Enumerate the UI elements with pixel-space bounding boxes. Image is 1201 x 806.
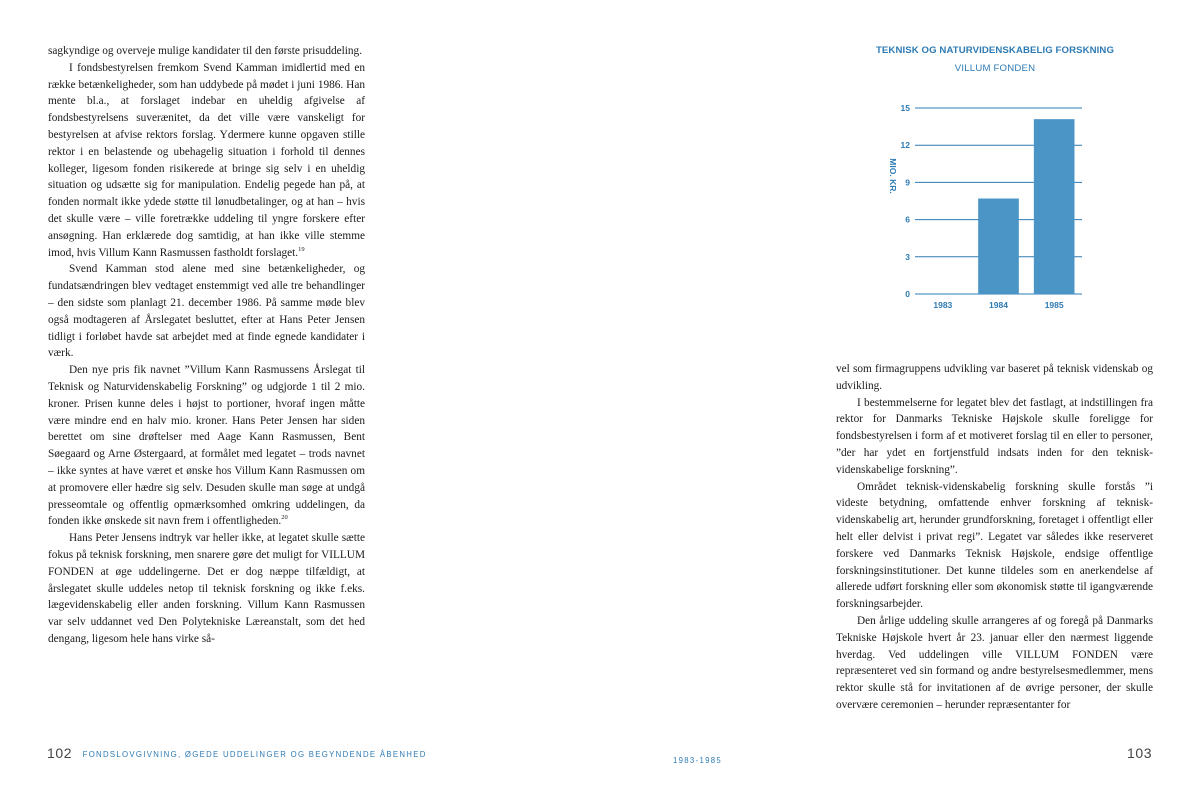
y-tick-label: 9 <box>905 177 910 188</box>
page-number-left: 102 <box>47 745 73 761</box>
running-title-right: 1983-1985 <box>673 756 722 765</box>
bar-1985 <box>1034 119 1075 294</box>
paragraph: sagkyndige og overveje mulige kandidater til den første prisuddeling. <box>48 45 363 57</box>
y-tick-label: 12 <box>900 140 910 151</box>
x-tick-label: 1985 <box>1044 300 1064 310</box>
y-tick-label: 15 <box>900 103 910 113</box>
left-page-body <box>48 43 365 648</box>
x-tick-label: 1983 <box>933 300 953 310</box>
paragraph: Hans Peter Jensens indtryk var heller ikke, at legatet skulle sætte fokus på teknisk forskning, men snarere gøre det muligt for VILLUM FONDEN at øge uddelingerne. Det er dog næppe tilfældigt, at årslegatet skulle uddeles netop til teknisk forskning og ikke f.eks. lægevidenskabelig eller anden forskning. Villum Kann Rasmussen var selv uddannet ved Den Polytekniske Læreanstalt, som det hed dengang, ligesom hele hans virke så- <box>48 532 365 645</box>
right-footer-page-number <box>1127 745 1152 763</box>
chart-title: TEKNISK OG NATURVIDENSKABELIG FORSKNING <box>875 45 1115 56</box>
paragraph-text: I fondsbestyrelsen fremkom Svend Kamman imidlertid med en række betænkeligheder, som han uddybede på mødet i juni 1986. Han mente bl.a., at forslaget indebar en uheldig afgivelse af fondsbestyrelsens suverænitet, da det ville være vanskeligt for bestyrelsen at afvise rektors forslag. Ydermere kunne opgaven stille rektor i en belastende og ubehagelig situation i forhold til dennes kolleger, ligesom fonden risikerede at bringe sig selv i en uheldig situation og udsætte sig for manipulation. Endelig pegede han på, at fonden normalt ikke ydede støtte til lønudbetalinger, og at han – hvis det skulle være – ville foretrække uddeling til yngre forskere efter ansøgning. Han erklærede dog samtidig, at han ikke ville stemme imod, hvis Villum Kann Rasmussen fastholdt forslaget. <box>48 61 365 259</box>
right-page-body <box>836 361 1153 714</box>
paragraph: I bestemmelserne for legatet blev det fastlagt, at indstillingen fra rektor for Danmarks Tekniske Højskole skulle foreligge for fondsbestyrelsen i form af et motiveret forslag til en eller to personer, ”der har ydet en fortjenstfuld indsats inden for den teknisk-videnskabelige forskning”. <box>836 396 1153 476</box>
page-number-right: 103 <box>1127 745 1153 761</box>
paragraph <box>48 362 365 530</box>
chart-subtitle: VILLUM FONDEN <box>954 63 1036 74</box>
paragraph <box>48 60 365 262</box>
paragraph-text: Den nye pris fik navnet ”Villum Kann Rasmussens Årslegat til Teknisk og Naturvidenskabelig Forskning” og udgjorde 1 til 2 mio. kroner. Prisen kunne deles i højst to portioner, hvoraf ingen måtte være mindre end en halv mio. kroner. Hans Peter Jensen har siden berettet om sine drøftelser med Aage Kann Rasmussen, Bent Søegaard og Arne Østergaard, at formålet med legatet – trods navnet – ikke syntes at have været et ønske hos Villum Kann Rasmussen om at promovere eller hædre sig selv. Desuden skulle man søge at undgå presseomtale og offentlig opmærksomhed omkring uddelingen, da fonden ikke ønskede sit navn frem i offentligheden. <box>48 364 365 528</box>
paragraph: Den årlige uddeling skulle arrangeres af og foregå på Danmarks Tekniske Højskole hvert år 23. januar eller den nærmest liggende hverdag. Ved uddelingen ville VILLUM FONDEN være repræsenteret ved sin formand og andre bestyrelsesmedlemmer, mens rektor skulle stå for invitationen af de øvrige personer, der skulle overvære ceremonien – herunder repræsentanter for <box>836 614 1153 711</box>
footnote-marker[interactable]: 20 <box>281 514 288 522</box>
y-tick-label: 3 <box>905 251 910 262</box>
paragraph: vel som firmagruppens udvikling var baseret på teknisk videnskab og udvikling. <box>836 363 1153 392</box>
bar-1984 <box>978 199 1019 294</box>
paragraph: Området teknisk-videnskabelig forskning skulle forstås ”i videste betydning, omfattende enhver forskning af teknisk-videnskabelig art, herunder grundforskning, foretaget i offentligt eller helt eller delvist i privat regi”. Legatet var således ikke reserveret forskere ved Danmarks Teknisk Højskole, endsige offentlige forskningsinstitutioner. Det kunne tildeles som en anerkendelse af allerede udført forskning eller som økonomisk støtte til igangværende forskningsarbejder. <box>836 480 1153 611</box>
footnote-marker[interactable]: 19 <box>298 245 305 253</box>
y-axis-label: MIO. KR. <box>888 158 898 194</box>
paragraph: Svend Kamman stod alene med sine betænkeligheder, og fundatsændringen blev vedtaget enstemmigt ved alle tre behandlinger – den sidste som planlagt 21. december 1986. På samme møde blev også modtageren af Årslegatet besluttet, efter at Hans Peter Jensen tidligt i forløbet havde sat arbejdet med at finde egnede kandidater i værk. <box>48 263 365 360</box>
left-footer <box>47 745 427 763</box>
y-tick-label: 6 <box>905 214 910 225</box>
y-tick-label: 0 <box>905 289 910 299</box>
running-title-left: FONDSLOVGIVNING, ØGEDE UDDELINGER OG BEGYNDENDE ÅBENHED <box>82 750 427 759</box>
x-tick-label: 1984 <box>989 300 1008 310</box>
right-footer-running-title <box>673 750 722 768</box>
bar-chart <box>850 40 1150 330</box>
chart-canvas <box>850 40 1150 330</box>
